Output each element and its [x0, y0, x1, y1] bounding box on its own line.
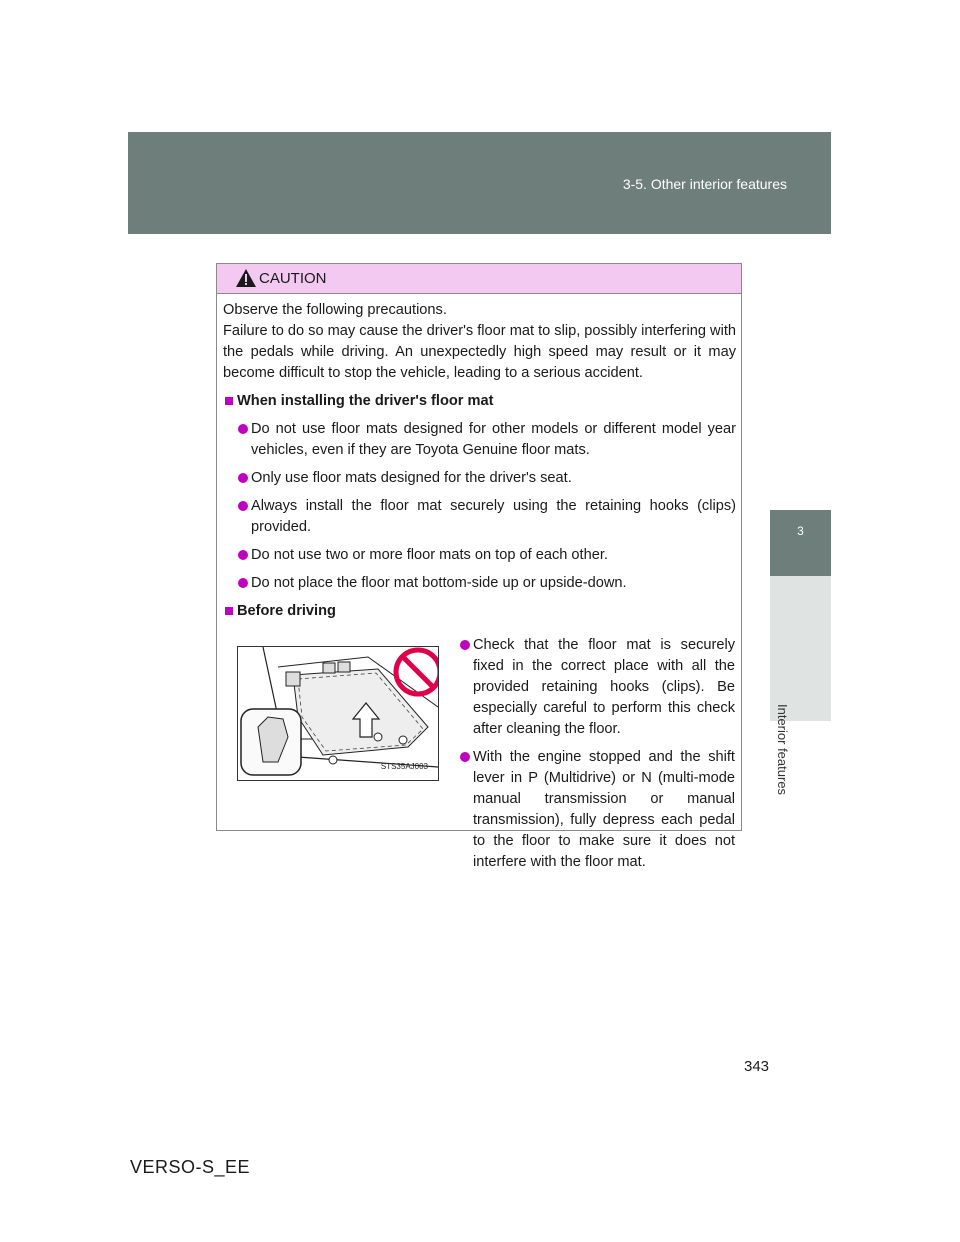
warning-icon [235, 268, 257, 288]
chapter-number: 3 [797, 524, 804, 538]
square-bullet-icon [225, 607, 233, 615]
before-driving-row [223, 624, 736, 870]
section-installing [223, 391, 736, 412]
floor-mat-illustration [237, 646, 439, 781]
page-number: 343 [744, 1058, 770, 1075]
before-driving-bullets [445, 628, 735, 873]
caution-box [216, 263, 742, 870]
list-item: Do not use floor mats designed for other models or different model year vehicles, even if they are Toyota Genuine floor mats. [223, 419, 736, 461]
section-title: 3-5. Other interior features [622, 176, 787, 192]
caution-intro-detail: Failure to do so may cause the driver's floor mat to slip, possibly interfering with the pedals while driving. An unexpectedly high speed may result or it may become difficult to stop the vehicle, leading to a serious accident. [223, 323, 736, 381]
document-code: VERSO-S_EE [130, 1157, 251, 1177]
bullet-dot-icon [238, 501, 248, 511]
list-item: With the engine stopped and the shift lever in P (Multidrive) or N (multi-mode manual transmission or manual transmission), fully depress each pedal to the floor to make sure it does not interfere with the floor mat. [445, 747, 735, 873]
figure-label: STS35AJ003 [380, 762, 428, 771]
bullet-dot-icon [460, 640, 470, 650]
section-before-driving [223, 601, 736, 622]
list-item: Check that the floor mat is securely fixed in the correct place with all the provided retaining hooks (clips). Be especially careful to perform this check after cleaning the floor. [445, 635, 735, 740]
header-band [128, 132, 831, 234]
bullet-dot-icon [238, 550, 248, 560]
section-heading: Before driving [237, 603, 336, 619]
list-item: Do not use two or more floor mats on top of each other. [223, 545, 736, 566]
chapter-label: Interior features [775, 704, 790, 796]
bullet-dot-icon [460, 752, 470, 762]
chapter-tab [770, 510, 831, 576]
caution-intro: Observe the following precautions. [223, 302, 447, 318]
list-item: Do not place the floor mat bottom-side up or upside-down. [223, 573, 736, 594]
list-item: Only use floor mats designed for the driver's seat. [223, 468, 736, 489]
list-item: Always install the floor mat securely using the retaining hooks (clips) provided. [223, 496, 736, 538]
bullet-dot-icon [238, 424, 248, 434]
caution-title: CAUTION [259, 270, 327, 287]
bullet-dot-icon [238, 473, 248, 483]
square-bullet-icon [225, 397, 233, 405]
chapter-side-tab [770, 576, 831, 796]
caution-header [217, 264, 741, 294]
caution-body [223, 300, 736, 870]
bullet-dot-icon [238, 578, 248, 588]
section-heading: When installing the driver's floor mat [237, 393, 494, 409]
